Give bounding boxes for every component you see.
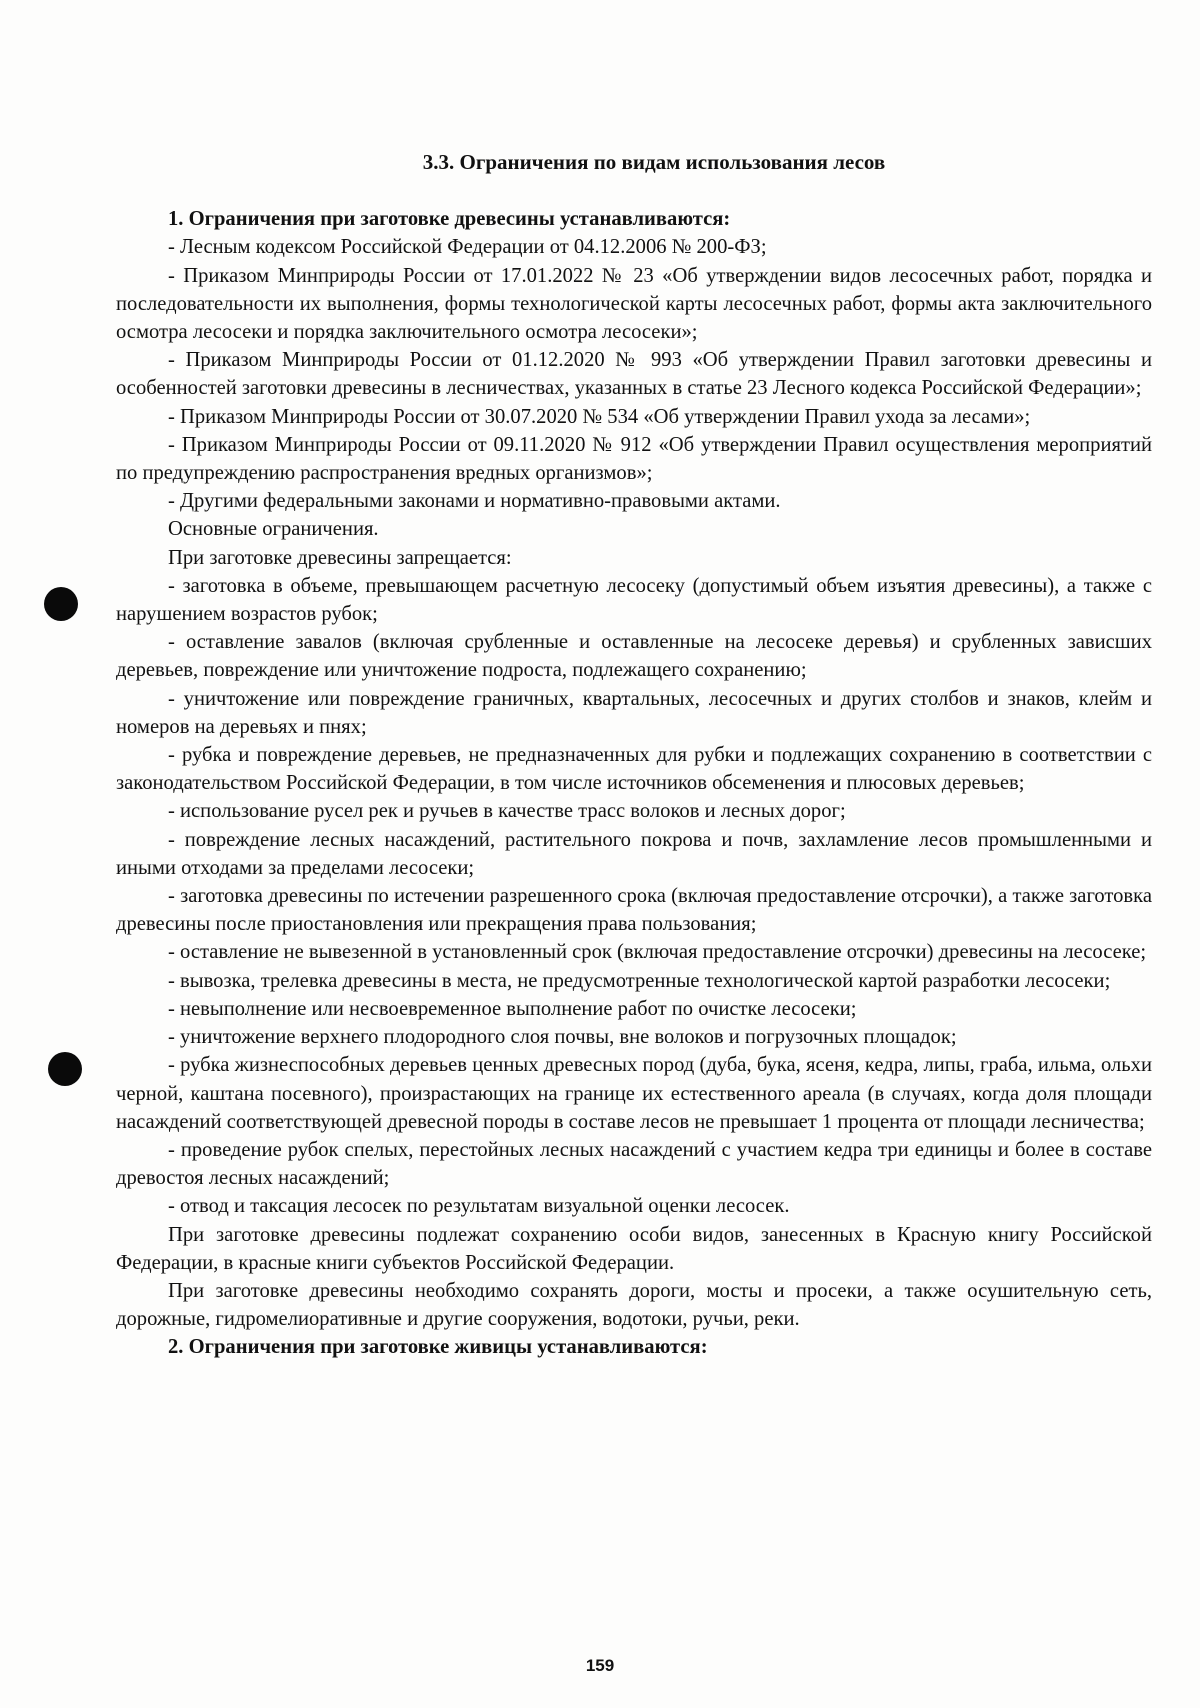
prohibited-item: - оставление не вывезенной в установленный срок (включая предоставление отсрочки) древесины на лесосеке; <box>168 941 1147 964</box>
prohibited-item: - вывозка, трелевка древесины в места, не предусмотренные технологической картой разработки лесосеки; <box>168 969 1111 992</box>
prohibited-item: - рубка и повреждение деревьев, не предназначенных для рубки и подлежащих сохранению в соответствии с законодательством Российской Федерации, в том числе источников обсеменения и плюсовых деревьев; <box>116 744 1152 795</box>
prohibited-intro: При заготовке древесины запрещается: <box>168 546 512 569</box>
prohibited-item: - повреждение лесных насаждений, растительного покрова и почв, захламление лесов промышленными и иными отходами за пределами лесосеки; <box>116 828 1152 879</box>
legal-basis-item: - Приказом Минприроды России от 17.01.2022 № 23 «Об утверждении видов лесосечных работ, порядка и последовательности их выполнения, формы технологической карты лесосечных работ, формы акта заключительного осмотра лесосеки и порядка заключительного осмотра лесосеки»; <box>116 264 1152 344</box>
prohibited-item: - рубка жизнеспособных деревьев ценных древесных пород (дуба, бука, ясеня, кедра, липы, граба, ильма, ольхи черной, каштана посевного), произрастающих на границе их естественного ареала (в случаях, когда доля площади насаждений соответствующей древесной породы в составе лесов не превышает 1 процента от площади лесничества; <box>116 1054 1152 1133</box>
section1-heading: 1. Ограничения при заготовке древесины устанавливаются: <box>168 208 731 231</box>
prohibited-item: - использование русел рек и ручьев в качестве трасс волоков и лесных дорог; <box>168 800 846 823</box>
prohibited-item: - оставление завалов (включая срубленные и оставленные на лесосеке деревья) и срубленных зависших деревьев, повреждение или уничтожение подроста, подлежащего сохранению; <box>116 631 1152 682</box>
prohibited-item: - уничтожение верхнего плодородного слоя почвы, вне волоков и погрузочных площадок; <box>168 1026 957 1049</box>
prohibited-item: - заготовка в объеме, превышающем расчетную лесосеку (допустимый объем изъятия древесины), а также с нарушением возрастов рубок; <box>116 574 1152 626</box>
prohibited-item: - уничтожение или повреждение граничных, квартальных, лесосечных и других столбов и знаков, клейм и номеров на деревьях и пнях; <box>116 687 1152 738</box>
legal-basis-item: - Лесным кодексом Российской Федерации от 04.12.2006 № 200-ФЗ; <box>168 236 767 259</box>
punch-hole <box>48 1052 82 1086</box>
prohibited-item: - отвод и таксация лесосек по результатам визуальной оценки лесосек. <box>168 1195 790 1218</box>
legal-basis-item: - Приказом Минприроды России от 30.07.2020 № 534 «Об утверждении Правил ухода за лесами»; <box>168 405 1031 428</box>
punch-hole <box>44 587 78 621</box>
legal-basis-item: - Другими федеральными законами и нормативно-правовыми актами. <box>168 490 781 513</box>
document-body <box>116 148 1152 1362</box>
section2-heading: 2. Ограничения при заготовке живицы устанавливаются: <box>168 1336 708 1359</box>
red-book-paragraph: При заготовке древесины подлежат сохранению особи видов, занесенных в Красную книгу Российской Федерации, в красные книги субъектов Российской Федерации. <box>116 1223 1152 1274</box>
prohibited-item: - проведение рубок спелых, перестойных лесных насаждений с участием кедра три единицы и более в составе древостоя лесных насаждений; <box>116 1138 1152 1190</box>
roads-paragraph: При заготовке древесины необходимо сохранять дороги, мосты и просеки, а также осушительную сеть, дорожные, гидромелиоративные и другие сооружения, водотоки, ручьи, реки. <box>116 1279 1152 1331</box>
prohibited-item: - невыполнение или несвоевременное выполнение работ по очистке лесосеки; <box>168 997 857 1020</box>
page-number: 159 <box>585 1656 615 1675</box>
legal-basis-item: - Приказом Минприроды России от 09.11.2020 № 912 «Об утверждении Правил осуществления мероприятий по предупреждению распространения вредных организмов»; <box>116 433 1152 485</box>
section-title: 3.3. Ограничения по видам использования лесов <box>422 150 886 174</box>
legal-basis-item: - Приказом Минприроды России от 01.12.2020 № 993 «Об утверждении Правил заготовки древесины и особенностей заготовки древесины в лесничествах, указанных в статье 23 Лесного кодекса Российской Федерации»; <box>116 349 1152 400</box>
prohibited-item: - заготовка древесины по истечении разрешенного срока (включая предоставление отсрочки), а также заготовка древесины после приостановления или прекращения права пользования; <box>116 885 1152 936</box>
main-restrictions-label: Основные ограничения. <box>168 518 379 541</box>
